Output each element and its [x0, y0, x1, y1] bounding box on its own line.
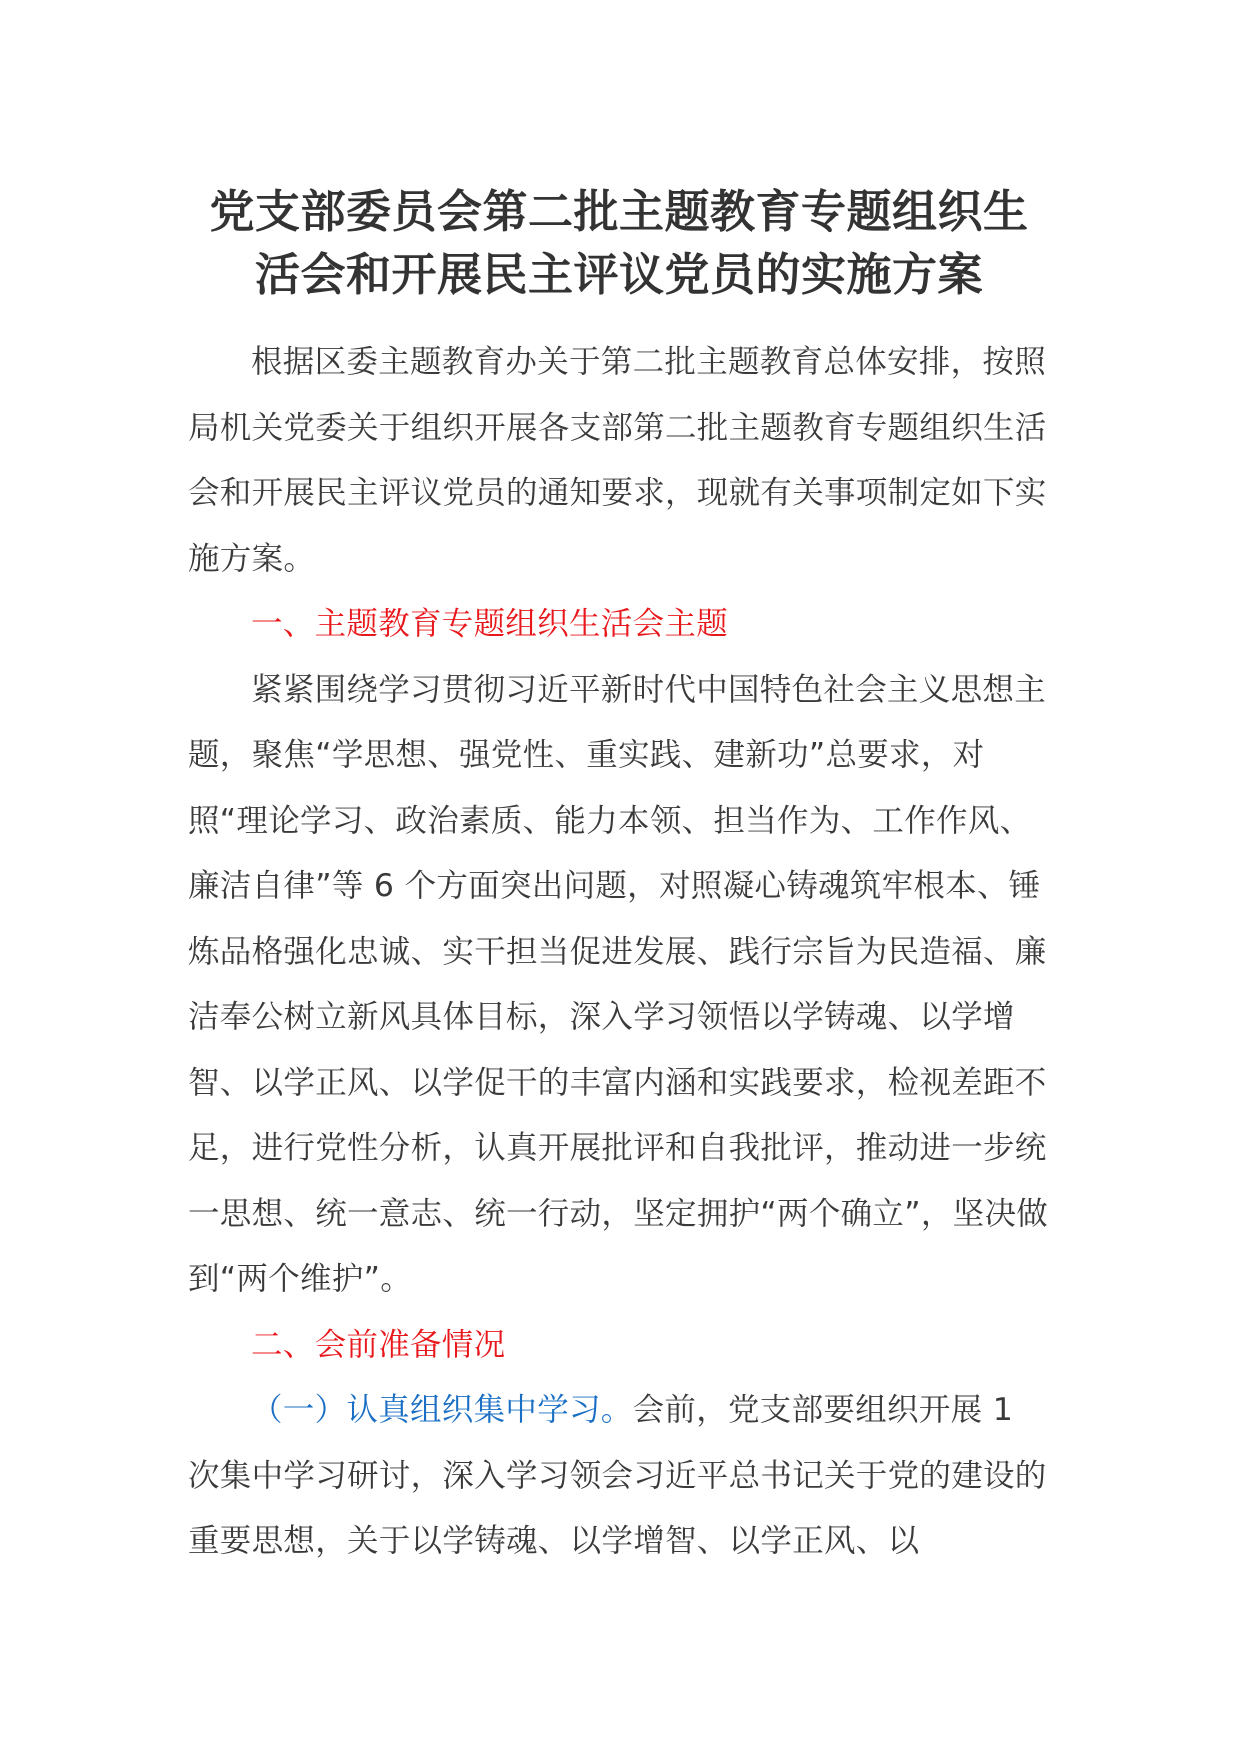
section-2-item-1-body: 会前，党支部要组织开展 1 次集中学习研讨，深入学习领会习近平总书记关于党的建设的重要思想，关于以学铸魂、以学增智、以学正风、以	[188, 1392, 1047, 1559]
section-2-heading: 二、会前准备情况	[251, 1326, 506, 1363]
section-2-item-1-heading: （一）认真组织集中学习。	[251, 1392, 633, 1428]
section-1-paragraph: 紧紧围绕学习贯彻习近平新时代中国特色社会主义思想主题，聚焦“学思想、强党性、重实践、建新功”总要求，对照“理论学习、政治素质、能力本领、担当作为、工作作风、廉洁自律”等 6 个方面突出问题，对照凝心铸魂筑牢根本、锤炼品格强化忠诚、实干担当促进发展、践行宗旨为民造福、廉洁奉公树立新风具体目标，深入学习领悟以学铸魂、以学增智、以学正风、以学促干的丰富内涵和实践要求，检视差距不足，进行党性分析，认真开展批评和自我批评，推动进一步统一思想、统一意志、统一行动，坚定拥护“两个确立”，坚决做到“两个维护”。	[188, 671, 1049, 1297]
intro-paragraph: 根据区委主题教育办关于第二批主题教育总体安排，按照局机关党委关于组织开展各支部第二批主题教育专题组织生活会和开展民主评议党员的通知要求，现就有关事项制定如下实施方案。	[188, 344, 1047, 577]
document-title	[188, 180, 1050, 306]
document-page	[188, 180, 1050, 1575]
section-2-item-1-paragraph	[188, 1378, 1050, 1575]
title-line-1: 党支部委员会第二批主题教育专题组织生	[209, 185, 1029, 238]
section-1-heading: 一、主题教育专题组织生活会主题	[251, 606, 729, 642]
title-line-2: 活会和开展民主评议党员的实施方案	[254, 248, 983, 301]
document-body	[188, 330, 1050, 1575]
